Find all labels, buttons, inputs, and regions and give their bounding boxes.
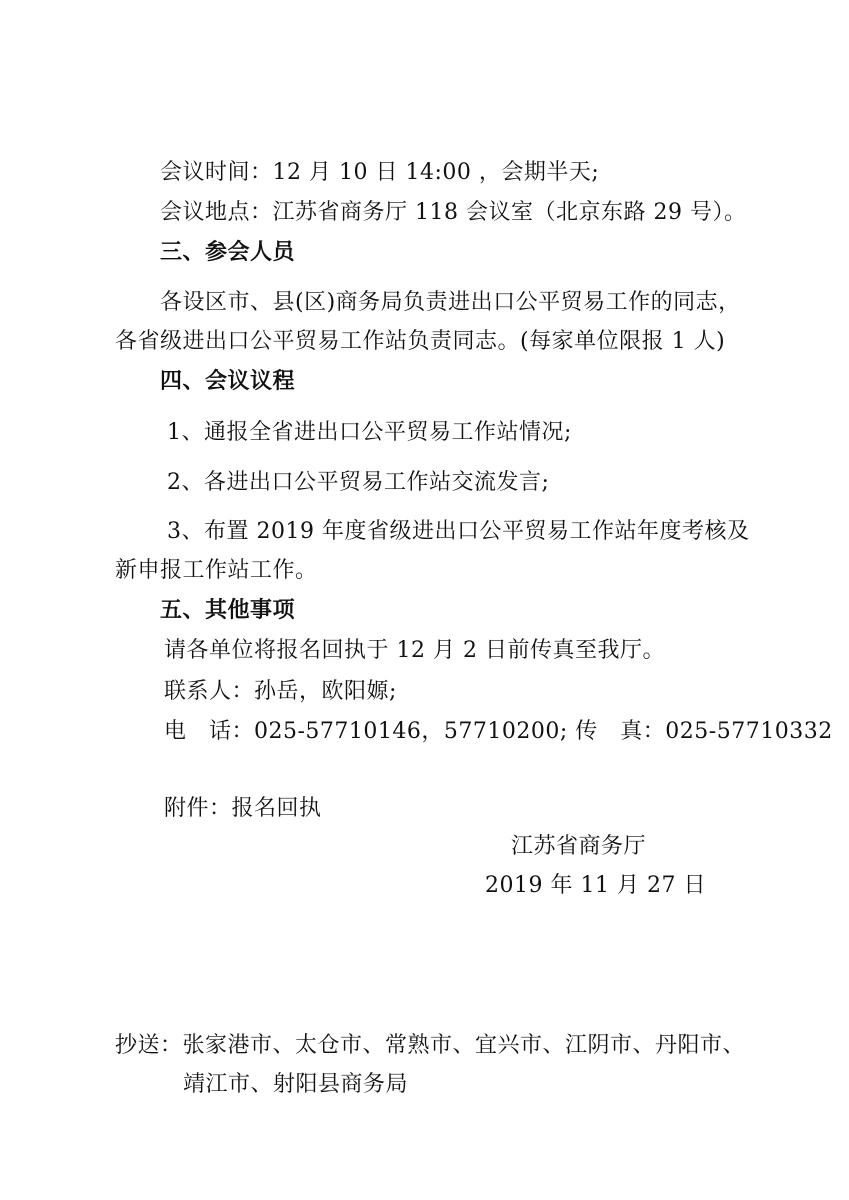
section-4-heading: 四、会议议程 <box>160 369 296 394</box>
section-3-heading: 三、参会人员 <box>160 240 296 265</box>
signature-org: 江苏省商务厅 <box>511 834 647 859</box>
attachment-note: 附件：报名回执 <box>164 796 322 821</box>
section-3-para-line-1: 各设区市、县(区)商务局负责进出口公平贸易工作的同志， <box>160 290 741 315</box>
signature-date: 2019 年 11 月 27 日 <box>485 873 706 898</box>
cc-line-2: 靖江市、射阳县商务局 <box>183 1072 409 1097</box>
meeting-time: 会议时间：12 月 10 日 14:00 ，会期半天; <box>160 160 600 185</box>
agenda-item-3-continued: 新申报工作站工作。 <box>115 558 318 583</box>
agenda-item-1: 1、通报全省进出口公平贸易工作站情况; <box>167 420 572 445</box>
agenda-item-2: 2、各进出口公平贸易工作站交流发言; <box>167 470 550 495</box>
cc-line-1: 抄送：张家港市、太仓市、常熟市、宜兴市、江阴市、丹阳市、 <box>115 1033 746 1058</box>
agenda-item-3: 3、布置 2019 年度省级进出口公平贸易工作站年度考核及 <box>167 519 750 544</box>
contact-persons: 联系人：孙岳，欧阳嫄; <box>164 679 397 704</box>
phone-fax: 电 话：025-57710146，57710200; 传 真：025-57710332 <box>164 719 833 744</box>
registration-instruction: 请各单位将报名回执于 12 月 2 日前传真至我厅。 <box>164 638 665 663</box>
section-3-para-line-2: 各省级进出口公平贸易工作站负责同志。(每家单位限报 1 人) <box>115 329 726 354</box>
section-5-heading: 五、其他事项 <box>160 598 296 623</box>
meeting-location: 会议地点：江苏省商务厅 118 会议室（北京东路 29 号）。 <box>160 200 747 225</box>
